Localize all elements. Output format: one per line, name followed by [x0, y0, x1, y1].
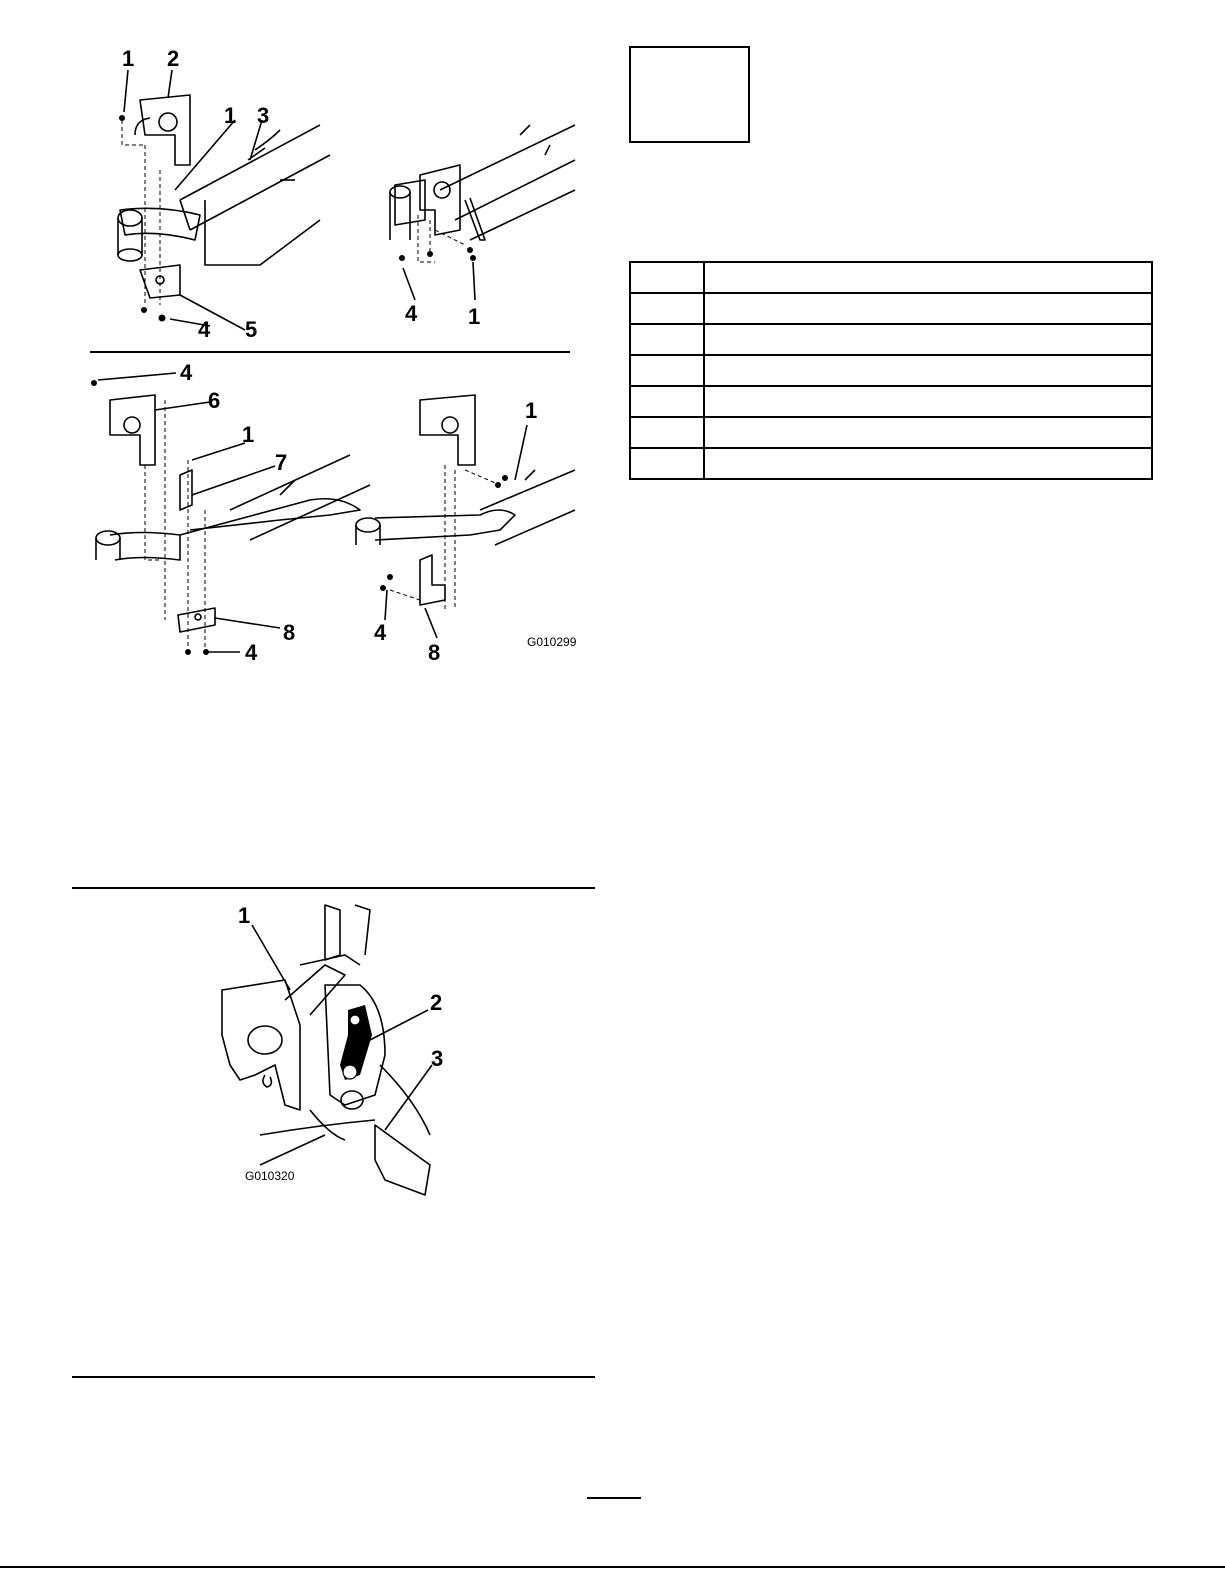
callout-3: 3: [431, 1046, 444, 1071]
table-cell-num: [630, 448, 704, 479]
table-cell-num: [630, 324, 704, 355]
table-cell-desc: [704, 386, 1152, 417]
table-cell-desc: [704, 262, 1152, 293]
table-row: [630, 293, 1152, 324]
table-cell-num: [630, 386, 704, 417]
table-cell-num: [630, 417, 704, 448]
callout-1: 1: [242, 422, 255, 447]
callout-2: 2: [430, 990, 443, 1015]
callout-7: 7: [275, 450, 288, 475]
table-cell-desc: [704, 324, 1152, 355]
callout-5: 5: [245, 317, 258, 342]
callout-4: 4: [405, 301, 418, 326]
callout-1: 1: [525, 398, 538, 423]
callout-8: 8: [428, 640, 441, 665]
callout-8: 8: [283, 620, 296, 645]
parts-table: [629, 261, 1153, 480]
callout-4: 4: [180, 360, 193, 385]
figure2-bottom-rule: [72, 1376, 595, 1378]
callout-6: 6: [208, 388, 221, 413]
panel-c-drawing: [96, 395, 370, 632]
figure-code: G010299: [527, 635, 577, 649]
callout-3: 3: [257, 103, 270, 128]
table-cell-num: [630, 293, 704, 324]
table-cell-num: [630, 355, 704, 386]
table-row: [630, 386, 1152, 417]
table-row: [630, 262, 1152, 293]
callout-4: 4: [198, 317, 211, 342]
table-cell-desc: [704, 355, 1152, 386]
callout-4: 4: [374, 620, 387, 645]
callout-1: 1: [468, 304, 481, 329]
callout-2: 2: [167, 46, 180, 71]
table-cell-num: [630, 262, 704, 293]
table-row: [630, 355, 1152, 386]
figure-latch-closeup: [200, 895, 500, 1210]
table-row: [630, 324, 1152, 355]
figure-assembly-exploded: [80, 40, 590, 680]
panel-d-drawing: [356, 395, 575, 605]
table-cell-desc: [704, 293, 1152, 324]
figure-code: G010320: [245, 1169, 295, 1183]
callout-1: 1: [224, 103, 237, 128]
table-cell-desc: [704, 417, 1152, 448]
page-number-rule: [587, 1497, 641, 1499]
callout-1: 1: [238, 903, 251, 928]
table-row: [630, 448, 1152, 479]
table-row: [630, 417, 1152, 448]
callout-1: 1: [122, 46, 135, 71]
blank-box: [629, 46, 750, 143]
table-cell-desc: [704, 448, 1152, 479]
figure2-top-rule: [72, 887, 595, 889]
footer-rule: [0, 1566, 1225, 1568]
callout-4: 4: [245, 640, 258, 665]
